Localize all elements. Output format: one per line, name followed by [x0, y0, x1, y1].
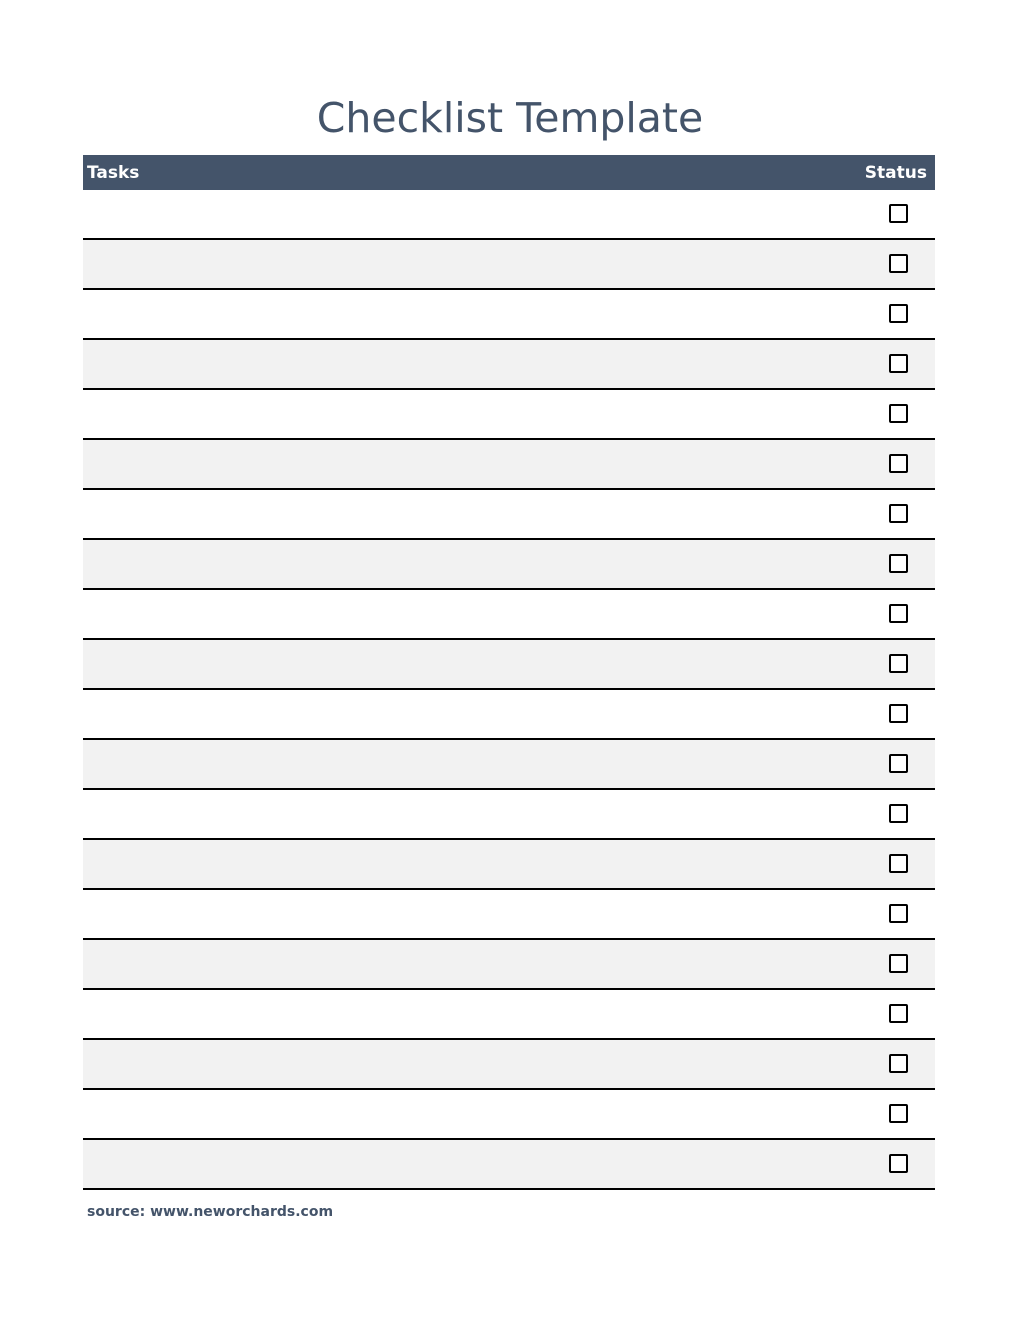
table-row [83, 740, 935, 790]
table-row [83, 1040, 935, 1090]
task-cell[interactable] [83, 1090, 861, 1138]
task-cell[interactable] [83, 990, 861, 1038]
table-row [83, 790, 935, 840]
table-row [83, 490, 935, 540]
task-cell[interactable] [83, 790, 861, 838]
task-cell[interactable] [83, 490, 861, 538]
column-header-status: Status [864, 162, 927, 183]
status-checkbox[interactable] [889, 1054, 908, 1073]
status-checkbox[interactable] [889, 904, 908, 923]
task-cell[interactable] [83, 390, 861, 438]
table-row [83, 640, 935, 690]
task-cell[interactable] [83, 840, 861, 888]
status-checkbox[interactable] [889, 404, 908, 423]
table-header [83, 155, 935, 190]
task-cell[interactable] [83, 940, 861, 988]
status-cell [861, 540, 935, 588]
task-cell[interactable] [83, 1040, 861, 1088]
source-text: source: www.neworchards.com [87, 1204, 334, 1220]
status-cell [861, 1140, 935, 1188]
task-cell[interactable] [83, 690, 861, 738]
status-cell [861, 740, 935, 788]
task-cell[interactable] [83, 190, 861, 238]
status-cell [861, 290, 935, 338]
status-checkbox[interactable] [889, 204, 908, 223]
table-row [83, 990, 935, 1040]
status-cell [861, 790, 935, 838]
table-row [83, 440, 935, 490]
table-row [83, 340, 935, 390]
status-checkbox[interactable] [889, 704, 908, 723]
status-checkbox[interactable] [889, 254, 908, 273]
task-cell[interactable] [83, 890, 861, 938]
task-cell[interactable] [83, 640, 861, 688]
status-cell [861, 1040, 935, 1088]
status-cell [861, 940, 935, 988]
status-checkbox[interactable] [889, 654, 908, 673]
status-checkbox[interactable] [889, 1004, 908, 1023]
status-checkbox[interactable] [889, 354, 908, 373]
task-cell[interactable] [83, 590, 861, 638]
table-row [83, 390, 935, 440]
status-checkbox[interactable] [889, 504, 908, 523]
status-cell [861, 190, 935, 238]
status-cell [861, 590, 935, 638]
status-checkbox[interactable] [889, 754, 908, 773]
table-body [83, 190, 935, 1190]
column-header-tasks: Tasks [87, 162, 140, 183]
task-cell[interactable] [83, 440, 861, 488]
table-row [83, 240, 935, 290]
status-cell [861, 340, 935, 388]
table-row [83, 190, 935, 240]
task-cell[interactable] [83, 240, 861, 288]
table-row [83, 890, 935, 940]
status-checkbox[interactable] [889, 854, 908, 873]
status-checkbox[interactable] [889, 1154, 908, 1173]
page-title: Checklist Template [316, 94, 704, 142]
status-cell [861, 890, 935, 938]
status-cell [861, 990, 935, 1038]
table-row [83, 690, 935, 740]
status-cell [861, 690, 935, 738]
status-checkbox[interactable] [889, 554, 908, 573]
status-checkbox[interactable] [889, 954, 908, 973]
task-cell[interactable] [83, 290, 861, 338]
table-row [83, 590, 935, 640]
status-cell [861, 490, 935, 538]
table-row [83, 290, 935, 340]
checklist-table [83, 155, 935, 1190]
status-checkbox[interactable] [889, 804, 908, 823]
table-row [83, 1140, 935, 1190]
status-cell [861, 840, 935, 888]
table-row [83, 1090, 935, 1140]
status-cell [861, 390, 935, 438]
task-cell[interactable] [83, 740, 861, 788]
table-row [83, 840, 935, 890]
status-checkbox[interactable] [889, 604, 908, 623]
status-cell [861, 1090, 935, 1138]
status-checkbox[interactable] [889, 454, 908, 473]
status-cell [861, 640, 935, 688]
task-cell[interactable] [83, 540, 861, 588]
status-cell [861, 240, 935, 288]
table-row [83, 540, 935, 590]
task-cell[interactable] [83, 1140, 861, 1188]
status-checkbox[interactable] [889, 1104, 908, 1123]
table-row [83, 940, 935, 990]
status-checkbox[interactable] [889, 304, 908, 323]
task-cell[interactable] [83, 340, 861, 388]
status-cell [861, 440, 935, 488]
